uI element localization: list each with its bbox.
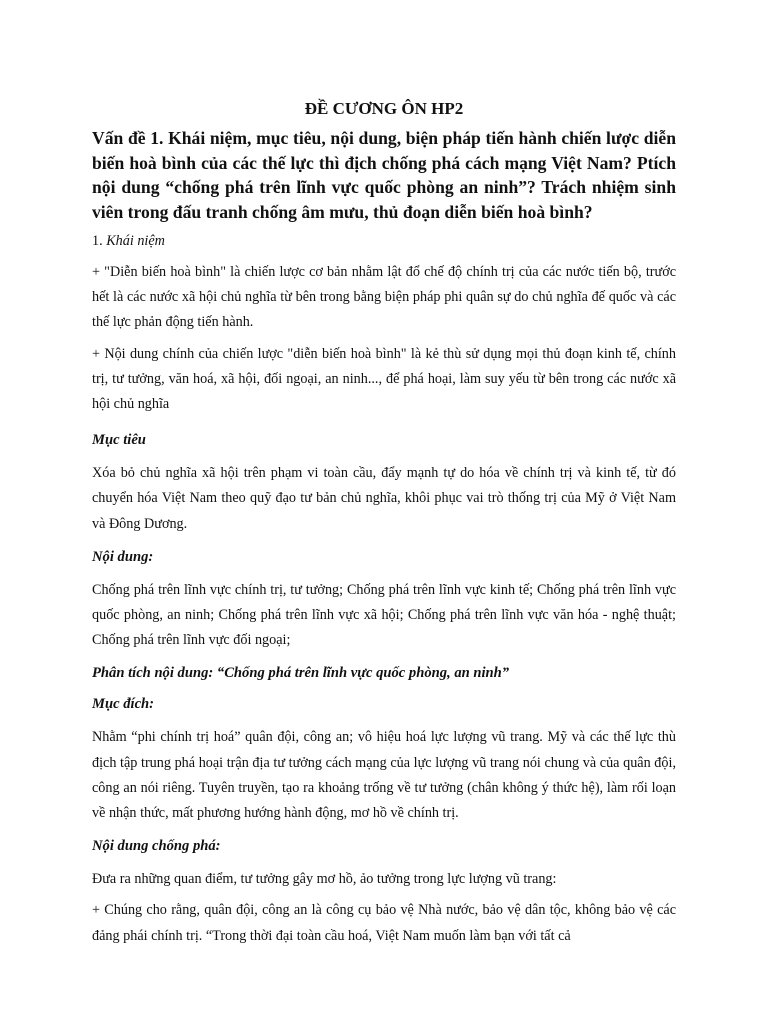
noi-dung-chong-pha-paragraph-2: + Chúng cho rằng, quân đội, công an là công cụ bảo vệ Nhà nước, bảo vệ dân tộc, không bảo vệ các đảng phái chính trị. “Trong thời đại toàn cầu hoá, Việt Nam muốn làm bạn với tất cả <box>92 902 676 944</box>
phan-tich-heading: Phân tích nội dung: “Chống phá trên lĩnh vực quốc phòng, an ninh” <box>92 665 510 682</box>
muc-tieu-paragraph: Xóa bỏ chủ nghĩa xã hội trên phạm vi toàn cầu, đẩy mạnh tự do hóa về chính trị và kinh tế, từ đó chuyển hóa Việt Nam theo quỹ đạo tư bản chủ nghĩa, khôi phục vai trò thống trị của Mỹ ở Việt Nam và Đông Dương. <box>92 465 676 532</box>
section-number: 1. <box>92 233 103 249</box>
khai-niem-paragraph-1: + "Diễn biến hoà bình" là chiến lược cơ bản nhằm lật đổ chế độ chính trị của các nước tiến bộ, trước hết là các nước xã hội chủ nghĩa từ bên trong bằng biện pháp phi quân sự do chủ nghĩa đế quốc và các thế lực phản động tiến hành. <box>92 264 676 331</box>
muc-dich-paragraph: Nhằm “phi chính trị hoá” quân đội, công an; vô hiệu hoá lực lượng vũ trang. Mỹ và các thế lực thù địch tập trung phá hoại trận địa tư tưởng cách mạng của lực lượng vũ trang nói chung và của quân đội, công an nói riêng. Tuyên truyền, tạo ra khoảng trống về tư tưởng (chân không ý thức hệ), làm rối loạn về nhận thức, mất phương hướng hành động, mơ hồ về chính trị. <box>92 729 676 822</box>
noi-dung-paragraph: Chống phá trên lĩnh vực chính trị, tư tưởng; Chống phá trên lĩnh vực kinh tế; Chống phá trên lĩnh vực quốc phòng, an ninh; Chống phá trên lĩnh vực xã hội; Chống phá trên lĩnh vực văn hóa - nghệ thuật; Chống phá trên lĩnh vực đối ngoại; <box>92 581 676 649</box>
document-title: ĐỀ CƯƠNG ÔN HP2 <box>304 99 464 118</box>
question-heading: Vấn đề 1. Khái niệm, mục tiêu, nội dung, biện pháp tiến hành chiến lược diễn biến hoà bình của các thế lực thì địch chống phá cách mạng Việt Nam? Ptích nội dung “chống phá trên lĩnh vực quốc phòng an ninh”? Trách nhiệm sinh viên trong đấu tranh chống âm mưu, thủ đoạn diễn biến hoà bình? <box>92 128 676 222</box>
noi-dung-heading: Nội dung: <box>92 548 154 565</box>
section-label: Khái niệm <box>106 233 165 249</box>
khai-niem-paragraph-2: + Nội dung chính của chiến lược "diễn biến hoà bình" là kẻ thù sử dụng mọi thủ đoạn kinh tế, chính trị, tư tưởng, văn hoá, xã hội, đối ngoại, an ninh..., để phá hoại, làm suy yếu từ bên trong các nước xã hội chủ nghĩa <box>92 345 676 413</box>
section-khai-niem-heading <box>92 230 676 252</box>
muc-dich-heading: Mục đích: <box>92 696 155 713</box>
noi-dung-chong-pha-paragraph-1: Đưa ra những quan điểm, tư tưởng gây mơ hồ, ảo tưởng trong lực lượng vũ trang: <box>92 871 557 888</box>
noi-dung-chong-pha-heading: Nội dung chống phá: <box>92 838 221 855</box>
muc-tieu-heading: Mục tiêu <box>92 432 146 449</box>
